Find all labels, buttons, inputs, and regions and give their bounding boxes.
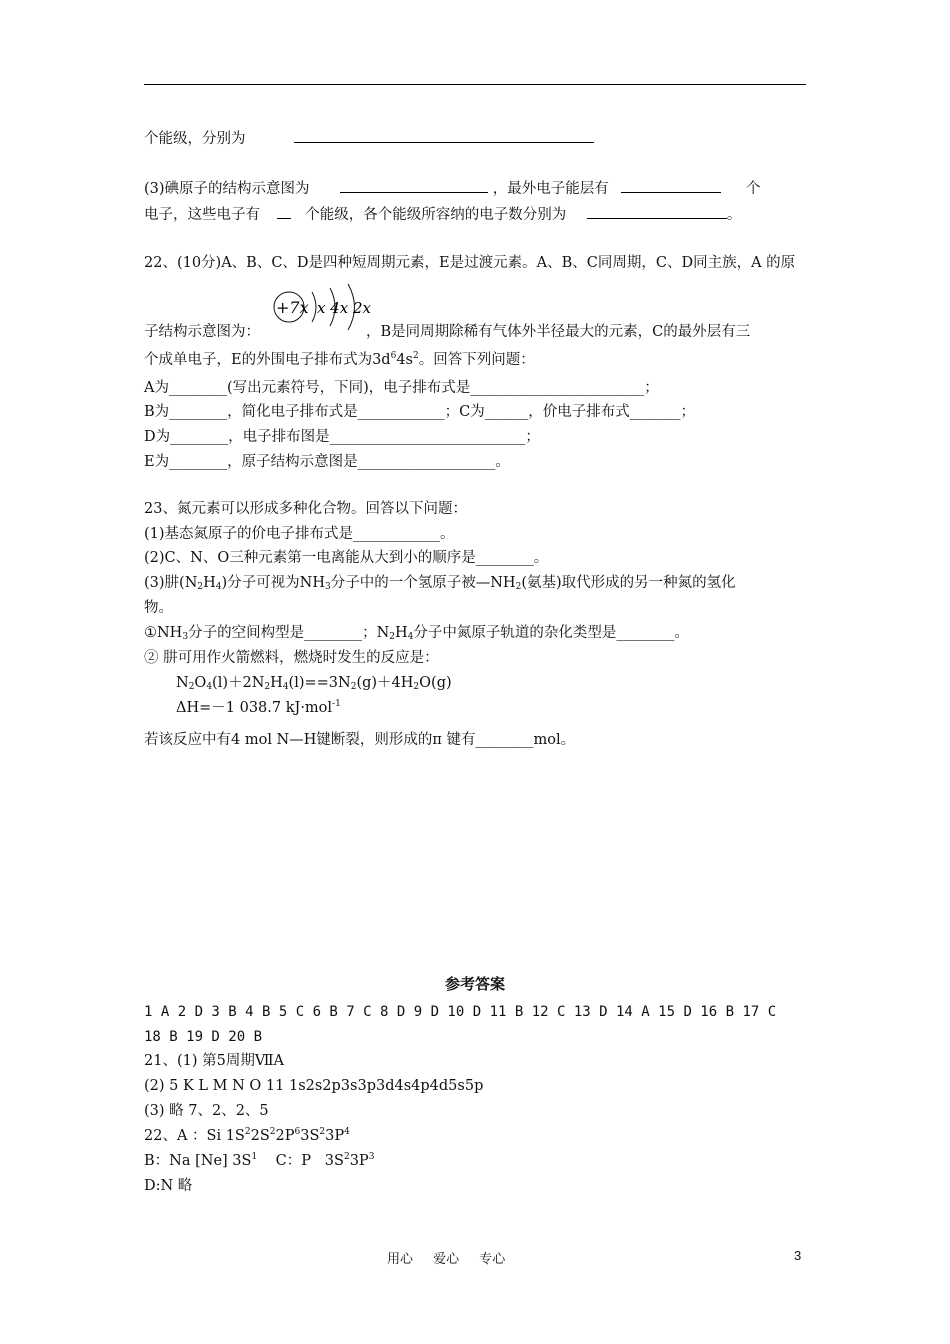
text: 2P (275, 1128, 295, 1144)
text: O (194, 675, 207, 691)
q21-part3-line1 (144, 178, 760, 199)
sup: 2 (244, 1127, 251, 1137)
text: (l)＋2N (212, 675, 265, 691)
q22-line3-a: 个成单电子，E的外围电子排布式为3d (144, 352, 391, 368)
shell-electrons: x 4x 2x (317, 299, 372, 317)
answer-blank (621, 178, 721, 193)
sub: 3 (325, 582, 331, 592)
q23-part3 (144, 573, 736, 593)
answer-blank (587, 204, 727, 219)
sup: 2 (343, 1152, 350, 1162)
q23-part1: (1)基态氮原子的价电子排布式是____________。 (144, 526, 455, 542)
sup: 2 (269, 1127, 276, 1137)
text: (l)==3N (288, 675, 351, 691)
q23-part2: (2)C、N、O三种元素第一电离能从大到小的顺序是________。 (144, 550, 549, 566)
q21-part3-text: (3)碘原子的结构示意图为 (144, 181, 310, 197)
q21-levels-text: 个能级，分别为 (144, 131, 246, 147)
text: 分子中的一个氢原子被—NH (330, 575, 516, 591)
text: 分子中氮原子轨道的杂化类型是________。 (413, 625, 689, 641)
answers-line4: (2) 5 K L M N O 11 1s2s2p3s3p3d4s4p4d5s5p (144, 1078, 484, 1094)
answer-blank (294, 128, 594, 143)
header-rule (144, 84, 806, 85)
sup: -1 (332, 699, 341, 709)
q23-title: 23、氮元素可以形成多种化合物。回答以下问题： (144, 501, 467, 517)
text: (3)肼(N (144, 575, 198, 591)
q21-part3-text2: 电子，这些电子有 (144, 207, 260, 223)
answers-title: 参考答案 (444, 975, 505, 993)
text: C：P 3S (257, 1153, 344, 1169)
text: O(g) (419, 675, 452, 691)
sub: 4 (407, 632, 414, 642)
q21-part3-text3: 个能级，各个能级所容纳的电子数分别为 (305, 207, 567, 223)
answers-line1: 1 A 2 D 3 B 4 B 5 C 6 B 7 C 8 D 9 D 10 D 11 B 12 C 13 D 14 A 15 D 16 B 17 C (144, 1004, 777, 1020)
footer-motto: 用心 爱心 专心 (387, 1252, 506, 1267)
answer-blank (277, 204, 291, 219)
q21-part3-period: 。 (726, 207, 742, 223)
q22-e-line: E为________，原子结构示意图是___________________。 (144, 454, 510, 470)
q21-part3-mid: ，最外电子能层有 (492, 181, 609, 197)
sub: 2 (413, 682, 420, 692)
sub: 4 (206, 682, 213, 692)
q22-line2-a: 子结构示意图为： (144, 324, 260, 340)
sub: 2 (264, 682, 271, 692)
text: ①NH (144, 625, 183, 641)
text: (氨基)取代形成的另一种氮的氢化 (521, 575, 736, 591)
sub: 4 (215, 582, 222, 592)
q22-line3-b: 4s (396, 352, 413, 368)
q22-a-line: A为________(写出元素符号，下同)，电子排布式是________________________； (144, 380, 659, 396)
q21-part3-end: 个 (745, 181, 761, 197)
sup: 1 (251, 1152, 258, 1162)
sub: 2 (515, 582, 522, 592)
q22-line2 (144, 322, 750, 342)
text: 22、A ：Si 1S (144, 1128, 245, 1144)
text: H (203, 575, 216, 591)
text: 分子的空间构型是________；N (188, 625, 390, 641)
answers-line2: 18 B 19 D 20 B (144, 1029, 263, 1045)
answers-line5: (3) 略 7、2、2、5 (144, 1103, 269, 1119)
sup: 6 (390, 351, 397, 361)
sub: 2 (188, 682, 195, 692)
q23-last-question: 若该反应中有4 mol N—H键断裂，则形成的π 键有________mol。 (144, 732, 576, 748)
sup: 3 (368, 1152, 375, 1162)
q22-b-line: B为________，简化电子排布式是____________；C为______，价电子排布式_______； (144, 404, 695, 420)
answers-line3: 21、(1) 第5周期ⅦA (144, 1053, 285, 1069)
sup: 2 (413, 351, 419, 361)
text: 3P (349, 1153, 369, 1169)
q22-intro: 22、(10分)A、B、C、D是四种短周期元素，E是过渡元素。A、B、C同周期，C、D同主族，A 的原 (144, 255, 796, 271)
shell-arc-1 (312, 292, 316, 322)
q22-line2-b: ，B是同周期除稀有气体外半径最大的元素，C的最外层有三 (366, 324, 751, 340)
answers-22b (144, 1151, 374, 1171)
answer-blank (340, 178, 488, 193)
sub: 3 (182, 632, 189, 642)
reaction-equation (176, 673, 452, 693)
q21-part3-line2 (144, 204, 741, 225)
q23-part3-line2: 物。 (144, 600, 173, 616)
sub: 2 (197, 582, 204, 592)
sup: 2 (319, 1127, 326, 1137)
sup: 4 (344, 1127, 350, 1137)
text: )分子可视为NH (221, 575, 326, 591)
text: ΔH=－1 038.7 kJ·mol (176, 700, 333, 716)
text: H (270, 675, 283, 691)
sub: 4 (282, 682, 289, 692)
q23-sub2: ② 肼可用作火箭燃料，燃烧时发生的反应是： (144, 650, 439, 666)
text: 3P (325, 1128, 345, 1144)
text: B：Na [Ne] 3S (144, 1153, 252, 1169)
q22-line3 (144, 350, 535, 370)
text: 3S (300, 1128, 320, 1144)
nucleus-charge: +7x (276, 298, 309, 317)
q22-d-line: D为________，电子排布图是___________________________； (144, 429, 540, 445)
answers-22d: D:N 略 (144, 1178, 193, 1194)
page-footer (0, 1248, 950, 1268)
text: N (176, 675, 189, 691)
answers-22a (144, 1126, 350, 1146)
q22-line3-c: 。回答下列问题： (418, 352, 535, 368)
page-number: 3 (794, 1248, 802, 1263)
sub: 2 (350, 682, 357, 692)
text: H (395, 625, 408, 641)
text: 2S (250, 1128, 270, 1144)
enthalpy-line (176, 698, 341, 718)
sup: 6 (294, 1127, 301, 1137)
text: (g)＋4H (356, 675, 414, 691)
q23-sub1 (144, 623, 689, 643)
sub: 2 (389, 632, 395, 642)
q21-levels-line (144, 128, 594, 149)
